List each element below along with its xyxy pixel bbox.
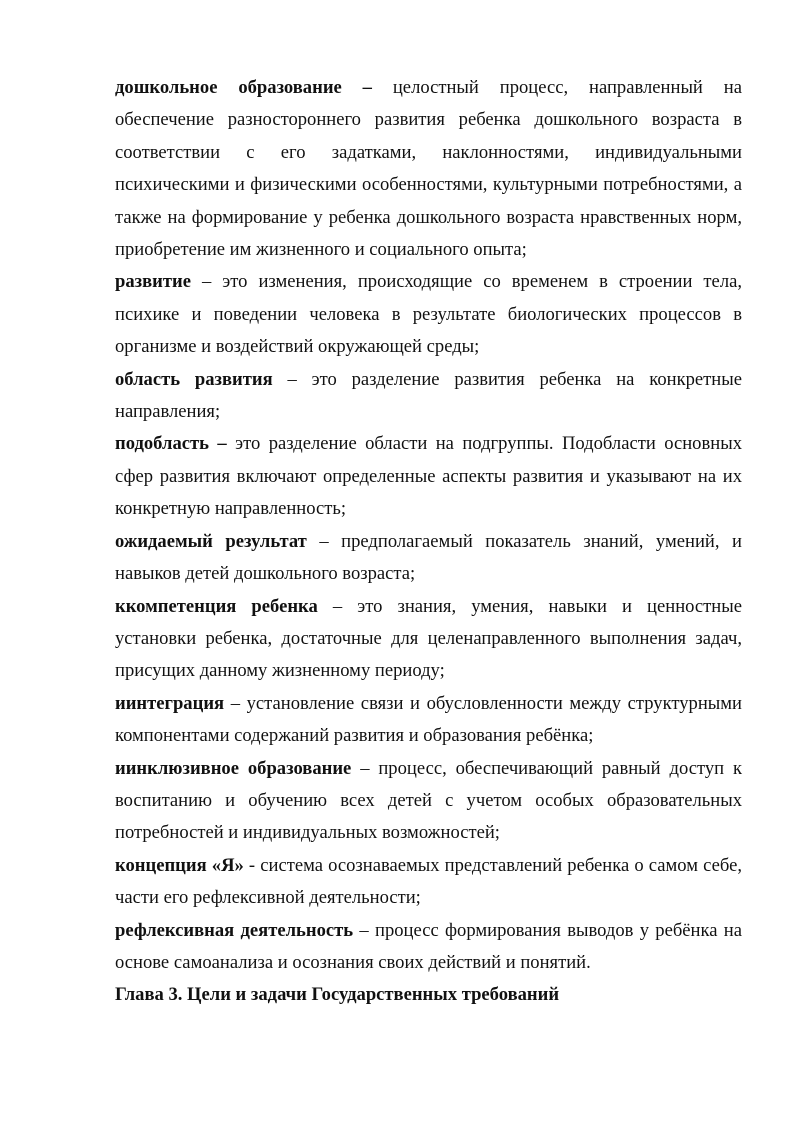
definition-entry-preschool-education [115,72,742,266]
definition-text: - система осознаваемых представлений ребенка о самом себе, части его рефлексивной деятельности; [115,854,742,909]
definition-text: – процесс, обеспечивающий равный доступ к воспитанию и обучению всех детей с учетом особых образовательных потребностей и индивидуальных возможностей; [115,757,742,844]
term: дошкольное образование – [115,77,372,98]
definition-text: – это изменения, происходящие со временем в строении тела, психике и поведении человека в результате биологических процессов в организме и воздействий окружающей среды; [115,271,742,358]
chapter-heading: Глава 3. Цели и задачи Государственных требований [115,984,560,1006]
definition-entry-inclusive-education [115,753,742,850]
definition-text: – установление связи и обусловленности между структурными компонентами содержаний развития и образования ребёнка; [115,692,743,747]
definition-entry-reflexive-activity [115,915,742,980]
definition-entry-integration [115,688,742,753]
definition-entry-child-competence [115,591,742,688]
definition-text: – процесс формирования выводов у ребёнка на основе самоанализа и осознания своих действий и понятий. [115,919,742,973]
term: рефлексивная деятельность [115,919,354,941]
term: ккомпетенция ребенка [115,595,318,617]
definition-text: – предполагаемый показатель знаний, умений, и навыков детей дошкольного возраста; [115,530,742,585]
definition-entry-subarea [115,428,742,525]
definition-text: целостный процесс, направленный на обеспечение разностороннего развития ребенка дошкольного возраста в соответствии с его задатками, наклонностями, индивидуальными психическими и физическими особенностями, культурными потребностями, а также на формирование у ребенка дошкольного возраста нравственных норм, приобретение им жизненного и социального опыта; [115,77,742,261]
definition-entry-expected-result [115,526,742,591]
definition-text: – это разделение развития ребенка на конкретные направления; [115,368,742,423]
term: развитие [115,271,191,293]
term: ожидаемый результат [115,530,307,552]
term: иинклюзивное образование [115,757,352,779]
term: концепция «Я» [115,854,244,876]
definition-entry-self-concept [115,850,742,915]
term: подобласть – [115,433,227,455]
document-page [115,72,742,1012]
definition-text: – это знания, умения, навыки и ценностные установки ребенка, достаточные для целенаправленного выполнения задач, присущих данному жизненному периоду; [115,595,742,682]
definition-entry-development [115,266,742,363]
term: иинтеграция [115,692,225,714]
definition-entry-development-area [115,364,742,429]
definition-text: это разделение области на подгруппы. Подобласти основных сфер развития включают определенные аспекты развития и указывают на их конкретную направленность; [115,433,742,520]
term: область развития [115,368,273,390]
